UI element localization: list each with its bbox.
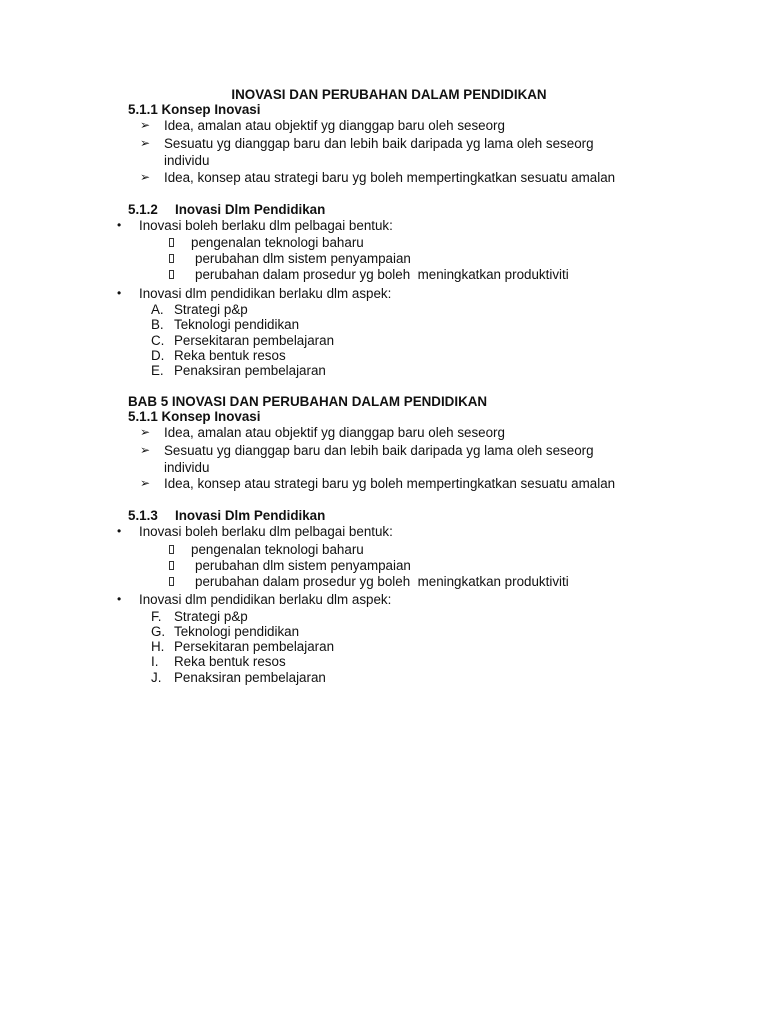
aspek-letter: F. <box>151 609 162 624</box>
aspek-letter: I. <box>151 654 159 669</box>
bentuk-item: perubahan dalam prosedur yg boleh meningkatkan produktiviti <box>195 574 569 589</box>
arrow-bullet-icon: ➢ <box>140 443 151 457</box>
bentuk-intro: Inovasi boleh berlaku dlm pelbagai bentuk: <box>139 524 393 539</box>
square-bullet-icon <box>169 561 174 570</box>
aspek-intro: Inovasi dlm pendidikan berlaku dlm aspek: <box>139 592 392 607</box>
bentuk-item: perubahan dalam prosedur yg boleh meningkatkan produktiviti <box>195 267 569 282</box>
dlm-heading-text: Inovasi Dlm Pendidikan <box>175 202 326 217</box>
square-bullet-icon <box>169 238 174 247</box>
bentuk-item: perubahan dlm sistem penyampaian <box>195 558 411 573</box>
square-bullet-icon <box>169 545 174 554</box>
bab-heading: BAB 5 INOVASI DAN PERUBAHAN DALAM PENDIDIKAN <box>128 394 488 409</box>
aspek-item: Reka bentuk resos <box>174 348 286 363</box>
bentuk-item: perubahan dlm sistem penyampaian <box>195 251 411 266</box>
arrow-bullet-icon: ➢ <box>140 170 151 184</box>
square-bullet-icon <box>169 577 174 586</box>
aspek-item: Teknologi pendidikan <box>174 624 300 639</box>
dlm-heading-number: 5.1.2 <box>128 202 158 217</box>
square-bullet-icon <box>169 254 174 263</box>
konsep-item-continuation: individu <box>164 460 210 475</box>
aspek-item: Persekitaran pembelajaran <box>174 333 335 348</box>
aspek-item: Teknologi pendidikan <box>174 317 300 332</box>
bentuk-intro: Inovasi boleh berlaku dlm pelbagai bentuk: <box>139 218 393 233</box>
konsep-item: Idea, amalan atau objektif yg dianggap baru oleh seseorg <box>164 425 505 440</box>
konsep-item-continuation: individu <box>164 153 210 168</box>
aspek-item: Penaksiran pembelajaran <box>174 363 326 378</box>
bentuk-item: pengenalan teknologi baharu <box>191 542 364 557</box>
aspek-item: Persekitaran pembelajaran <box>174 639 335 654</box>
dot-bullet-icon: • <box>117 218 122 232</box>
arrow-bullet-icon: ➢ <box>140 476 151 490</box>
aspek-letter: J. <box>151 670 162 685</box>
aspek-item: Strategi p&p <box>174 609 248 624</box>
aspek-letter: E. <box>151 363 164 378</box>
dot-bullet-icon: • <box>117 524 122 538</box>
konsep-item: Sesuatu yg dianggap baru dan lebih baik daripada yg lama oleh seseorg <box>164 443 594 458</box>
aspek-item: Strategi p&p <box>174 302 248 317</box>
arrow-bullet-icon: ➢ <box>140 136 151 150</box>
aspek-letter: B. <box>151 317 164 332</box>
dlm-heading-number: 5.1.3 <box>128 508 158 523</box>
konsep-heading: 5.1.1 Konsep Inovasi <box>128 409 261 424</box>
square-bullet-icon <box>169 270 174 279</box>
aspek-intro: Inovasi dlm pendidikan berlaku dlm aspek: <box>139 286 392 301</box>
aspek-letter: D. <box>151 348 165 363</box>
bentuk-item: pengenalan teknologi baharu <box>191 235 364 250</box>
aspek-letter: H. <box>151 639 165 654</box>
konsep-item: Idea, konsep atau strategi baru yg boleh mempertingkatkan sesuatu amalan <box>164 170 616 185</box>
aspek-letter: A. <box>151 302 164 317</box>
konsep-item: Idea, konsep atau strategi baru yg boleh mempertingkatkan sesuatu amalan <box>164 476 616 491</box>
aspek-item: Reka bentuk resos <box>174 654 286 669</box>
dot-bullet-icon: • <box>117 592 122 606</box>
arrow-bullet-icon: ➢ <box>140 118 151 132</box>
arrow-bullet-icon: ➢ <box>140 425 151 439</box>
aspek-item: Penaksiran pembelajaran <box>174 670 326 685</box>
document-title: INOVASI DAN PERUBAHAN DALAM PENDIDIKAN <box>231 87 547 102</box>
aspek-letter: G. <box>151 624 166 639</box>
dot-bullet-icon: • <box>117 286 122 300</box>
aspek-letter: C. <box>151 333 165 348</box>
konsep-item: Idea, amalan atau objektif yg dianggap baru oleh seseorg <box>164 118 505 133</box>
konsep-item: Sesuatu yg dianggap baru dan lebih baik daripada yg lama oleh seseorg <box>164 136 594 151</box>
dlm-heading-text: Inovasi Dlm Pendidikan <box>175 508 326 523</box>
konsep-heading: 5.1.1 Konsep Inovasi <box>128 102 261 117</box>
